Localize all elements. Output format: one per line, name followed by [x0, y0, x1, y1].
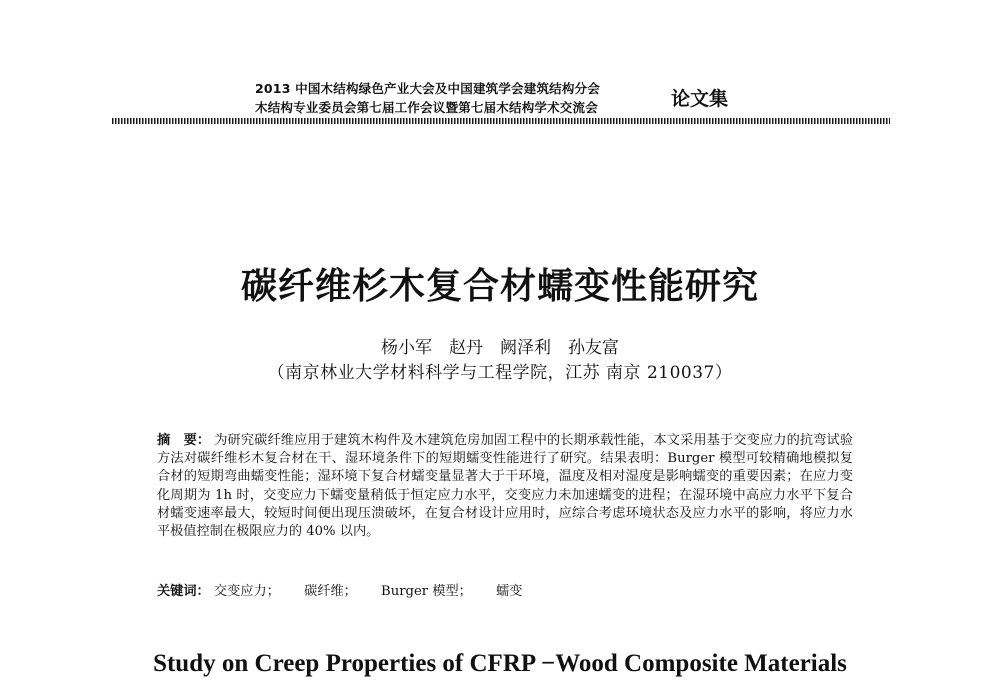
keywords-label: 关键词： — [157, 584, 210, 599]
keyword-item: 蠕变 — [496, 584, 523, 599]
abstract-text: 为研究碳纤维应用于建筑木构件及木建筑危房加固工程中的长期承载性能，本文采用基于交变应力的抗弯试验方法对碳纤维杉木复合材在干、湿环境条件下的短期蠕变性能进行了研究。结果表明：Burger 模型可较精确地模拟复合材的短期弯曲蠕变性能；湿环境下复合材蠕变量显著大于干环境，温度及相对湿度是影响蠕变的重要因素；在应力变化周期为 1h 时，交变应力下蠕变量稍低于恒定应力水平，交变应力未加速蠕变的进程；在湿环境中高应力水平下复合材蠕变速率最大，较短时间便出现压溃破坏，在复合材设计应用时，应综合考虑环境状态及应力水平的影响，将应力水平极值控制在极限应力的 40% 以内。 — [157, 433, 854, 540]
keyword-item: Burger 模型； — [381, 584, 472, 599]
conference-line-2: 木结构专业委员会第七届工作会议暨第七届木结构学术交流会 — [255, 100, 598, 115]
paper-title: 碳纤维杉木复合材蠕变性能研究 — [240, 266, 759, 307]
proceedings-label: 论文集 — [671, 88, 729, 110]
keywords-section — [157, 580, 542, 599]
conference-line-1: 2013 中国木结构绿色产业大会及中国建筑学会建筑结构分会 — [255, 81, 600, 96]
paper-affiliation: （南京林业大学材料科学与工程学院，江苏 南京 210037） — [267, 363, 733, 383]
header-divider — [112, 118, 890, 124]
abstract-label: 摘 要： — [157, 433, 211, 448]
paper-authors: 杨小军 赵丹 阙泽利 孙友富 — [381, 338, 619, 358]
keyword-item: 碳纤维； — [304, 584, 357, 599]
abstract-section — [157, 432, 853, 541]
keyword-item: 交变应力； — [213, 584, 280, 599]
paper-title-english: Study on Creep Properties of CFRP −Wood Composite Materials — [153, 650, 847, 677]
conference-header — [255, 79, 675, 117]
